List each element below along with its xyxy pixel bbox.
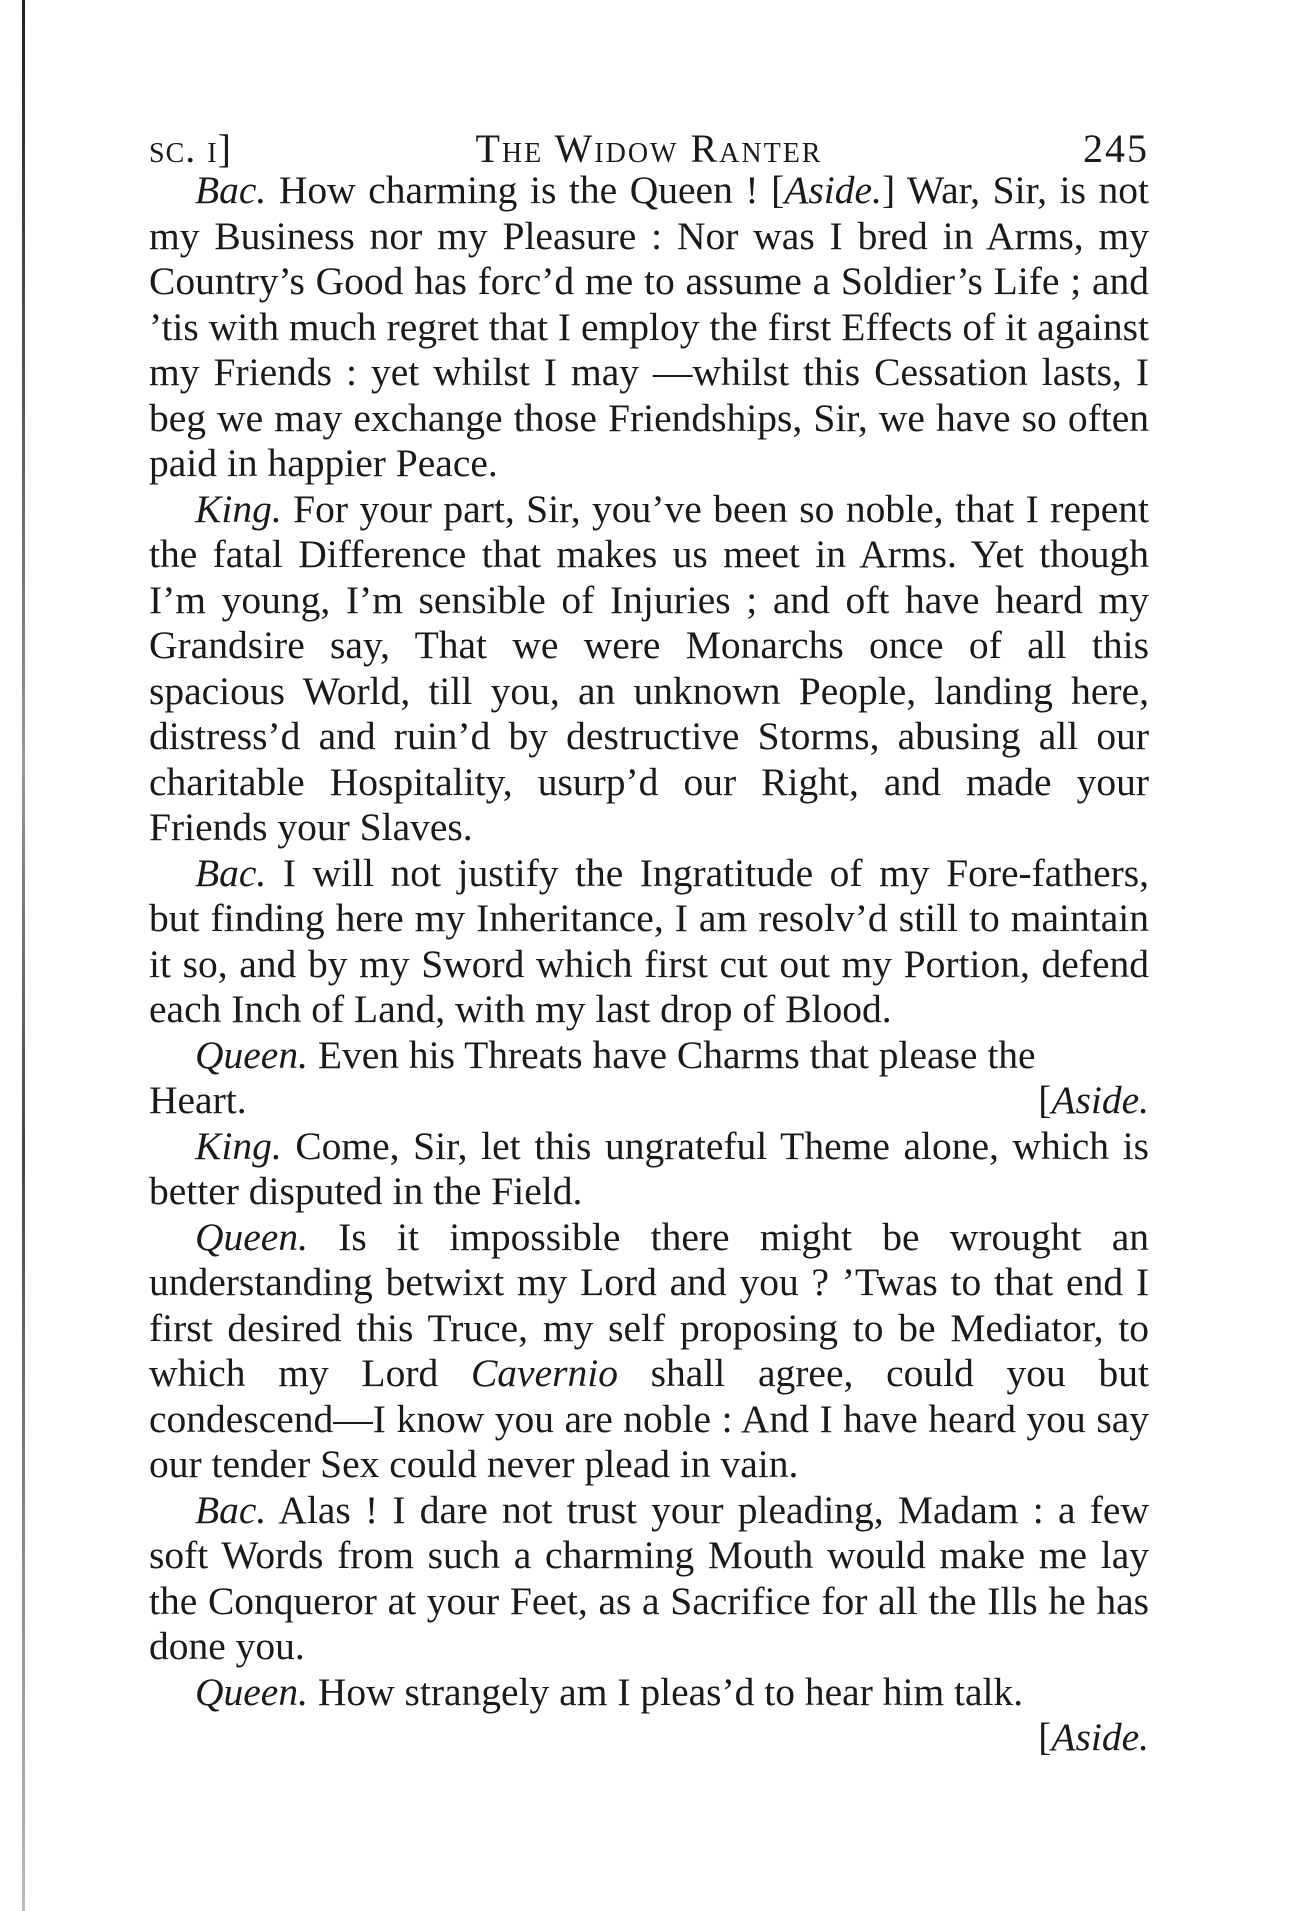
speech-tail-row	[149, 1078, 1149, 1124]
speech-text: Come, Sir, let this ungrateful Theme alone, which is better disputed in the Field.	[149, 1123, 1149, 1213]
speech-text: Heart.	[149, 1078, 247, 1122]
speech-text: Is it impossible there might be wrought an understanding betwixt my Lord and you ? ’Twas to that end I first desired this Truce, my self proposing to be Mediator, to which my Lord	[149, 1214, 1149, 1395]
speaker-name: Queen.	[195, 1669, 308, 1714]
speech-text: Even his Threats have Charms that please the	[307, 1032, 1036, 1077]
stage-direction: [Aside.	[1038, 1078, 1149, 1122]
speech	[149, 1488, 1149, 1670]
page-number: 245	[1083, 126, 1149, 171]
speech	[149, 487, 1149, 851]
stage-direction: [Aside.	[1038, 1715, 1149, 1759]
scene-marker: sc. i]	[149, 126, 232, 171]
italic-text: Cavernio	[470, 1351, 618, 1395]
speech	[149, 1033, 1149, 1079]
speech	[149, 1124, 1149, 1215]
speech-text: I will not justify the Ingratitude of my Fore-fathers, but finding here my Inheritance, I am resolv’d still to maintain it so, and by my Sword which first cut out my Portion, defend each Inch of Land, with my last drop of Blood.	[149, 850, 1149, 1031]
speech-text: For your part, Sir, you’ve been so noble, that I repent the fatal Difference that makes us meet in Arms. Yet though I’m young, I’m sensible of Injuries ; and oft have heard my Grandsire say, That we were Monarchs once of all this spacious World, till you, an unknown People, landing here, distress’d and ruin’d by destructive Storms, abusing all our charitable Hospitality, usurp’d our Right, and made your Friends your Slaves.	[149, 486, 1149, 849]
speaker-name: Queen.	[195, 1214, 308, 1259]
speaker-name: Queen.	[195, 1032, 308, 1077]
speaker-name: King.	[195, 1123, 282, 1168]
speech-text: Alas ! I dare not trust your pleading, Madam : a few soft Words from such a charming Mouth would make me lay the Conqueror at your Feet, as a Sacrifice for all the Ills he has done you.	[149, 1487, 1149, 1668]
speaker-name: Bac.	[195, 1487, 267, 1532]
italic-text: Aside.	[784, 168, 882, 212]
running-title: The Widow Ranter	[475, 126, 823, 171]
speech	[149, 1670, 1149, 1716]
speech-text: How charming is the Queen !	[266, 168, 772, 212]
speech	[149, 1215, 1149, 1488]
speech-text: How strangely am I pleas’d to hear him talk.	[307, 1669, 1024, 1714]
speech-text: [	[771, 168, 785, 212]
page-binding-edge	[22, 0, 25, 1911]
speech-text: shall agree, could you but condescend—I know you are noble : And I have heard you say our tender Sex could never plead in vain.	[149, 1351, 1149, 1486]
speaker-name: Bac.	[195, 850, 267, 895]
play-text	[149, 168, 1149, 1761]
speaker-name: King.	[195, 486, 282, 531]
speaker-name: Bac.	[195, 168, 267, 212]
speech	[149, 168, 1149, 487]
speech	[149, 851, 1149, 1033]
speech-text: ] War, Sir, is not my Business nor my Pleasure : Nor was I bred in Arms, my Country’s Good has forc’d me to assume a Soldier’s Life ; and ’tis with much regret that I employ the first Effects of it against my Friends : yet whilst I may —whilst this Cessation lasts, I beg we may exchange those Friendships, Sir, we have so often paid in happier Peace.	[149, 168, 1149, 485]
